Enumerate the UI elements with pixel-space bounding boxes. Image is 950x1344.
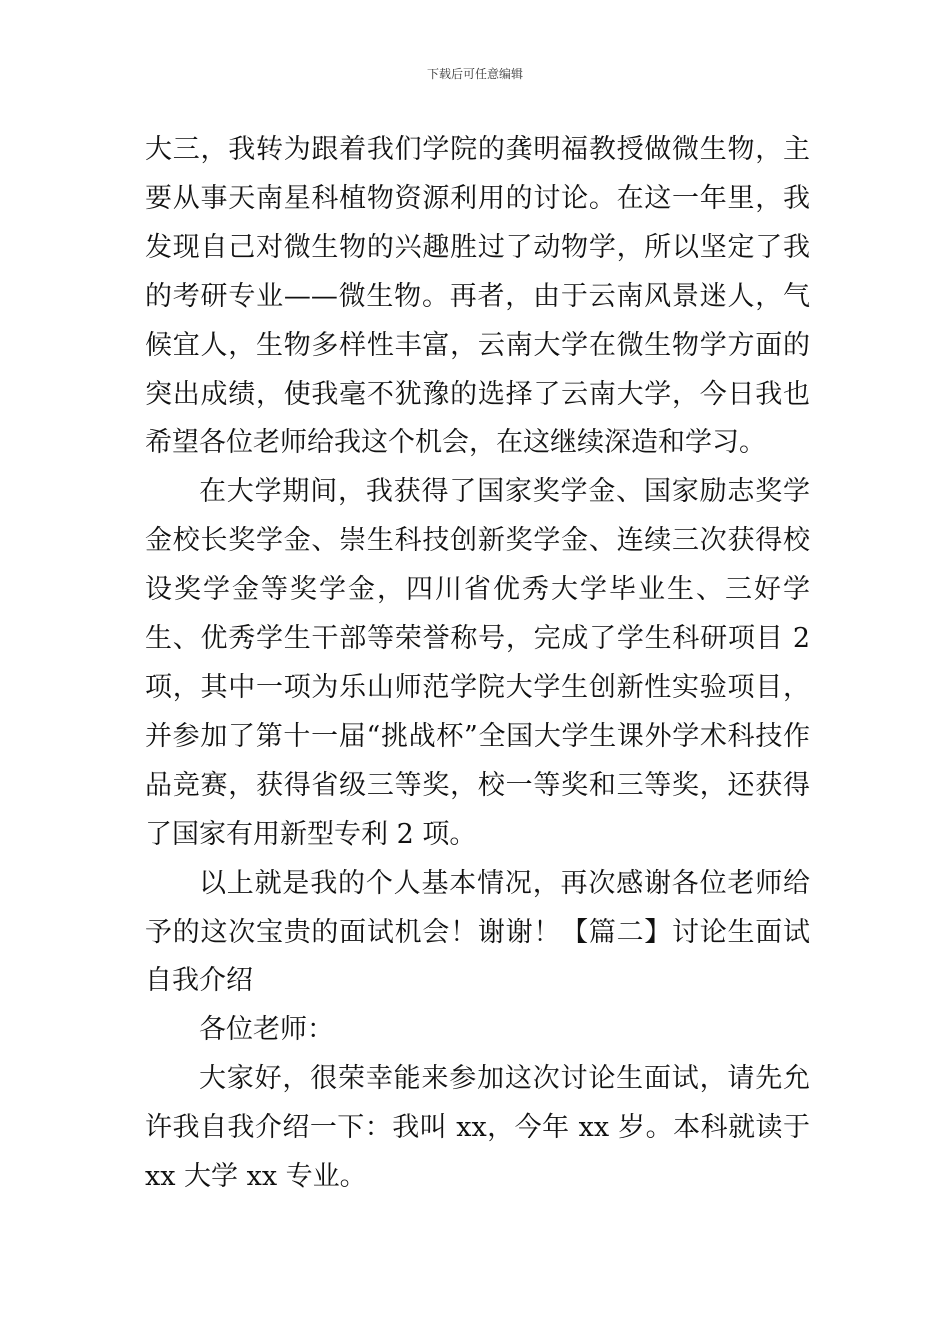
page-header: 下载后可任意编辑 (426, 67, 523, 81)
paragraph: 在大学期间，我获得了国家奖学金、国家励志奖学金校长奖学金、崇生科技创新奖学金、连续三次获得校设奖学金等奖学金，四川省优秀大学毕业生、三好学生、优秀学生干部等荣誉称号，完成了学生科研项目 2 项，其中一项为乐山师范学院大学生创新性实验项目，并参加了第十一届“挑战杯”全国大学生课外学术科技作品竞赛，获得省级三等奖，校一等奖和三等奖，还获得了国家有用新型专利 2 项。 (145, 476, 810, 850)
paragraph: 以上就是我的个人基本情况，再次感谢各位老师给予的这次宝贵的面试机会！谢谢！【篇二】讨论生面试自我介绍 (145, 867, 810, 997)
paragraph: 各位老师： (199, 1014, 334, 1046)
paragraph: 大家好，很荣幸能来参加这次讨论生面试，请先允许我自我介绍一下：我叫 xx，今年 xx 岁。本科就读于 xx 大学 xx 专业。 (145, 1063, 810, 1193)
document-body (145, 126, 810, 1202)
paragraph: 大三，我转为跟着我们学院的龚明福教授做微生物，主要从事天南星科植物资源利用的讨论。在这一年里，我发现自己对微生物的兴趣胜过了动物学，所以坚定了我的考研专业——微生物。再者，由于云南风景迷人，气候宜人，生物多样性丰富，云南大学在微生物学方面的突出成绩，使我毫不犹豫的选择了云南大学，今日我也希望各位老师给我这个机会，在这继续深造和学习。 (145, 134, 810, 459)
